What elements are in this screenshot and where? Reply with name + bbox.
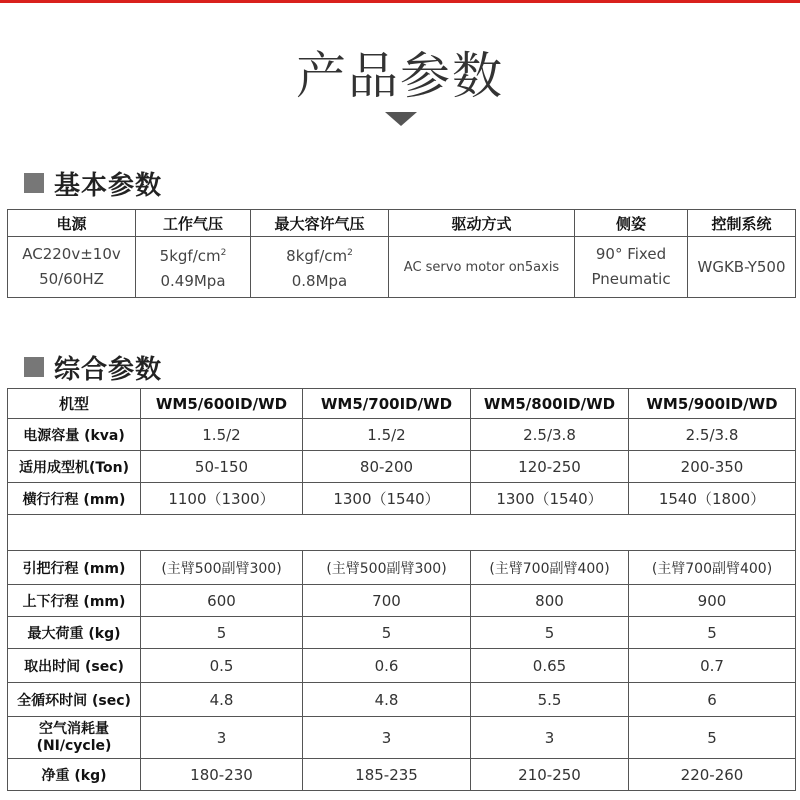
value-cell: 1100（1300） bbox=[141, 483, 303, 515]
posture-line-1: 90° Fixed bbox=[595, 245, 667, 263]
row-label-line-2: (NI/cycle) bbox=[36, 737, 112, 754]
value-cell: 4.8 bbox=[141, 683, 303, 717]
max-pressure-kgf: 8kgf/cm bbox=[286, 246, 348, 265]
max-pressure-exp: 2 bbox=[347, 247, 353, 258]
row-label: 引把行程 (mm) bbox=[8, 551, 141, 585]
value-cell: 2.5/3.8 bbox=[629, 419, 796, 451]
section-heading-basic bbox=[24, 168, 163, 201]
table-row bbox=[8, 683, 796, 717]
header-cell: 驱动方式 bbox=[389, 210, 575, 237]
header-cell: 最大容许气压 bbox=[251, 210, 389, 237]
model-header: WM5/800ID/WD bbox=[471, 389, 629, 419]
value-cell: (主臂700副臂400) bbox=[629, 551, 796, 585]
value-cell: 3 bbox=[303, 717, 471, 759]
max-pressure-cell bbox=[251, 237, 389, 298]
model-label: 机型 bbox=[8, 389, 141, 419]
value-cell: (主臂500副臂300) bbox=[303, 551, 471, 585]
model-header: WM5/900ID/WD bbox=[629, 389, 796, 419]
power-voltage: AC220v±10v bbox=[22, 245, 121, 263]
chevron-down-icon bbox=[385, 112, 417, 126]
power-frequency: 50/60HZ bbox=[39, 270, 104, 288]
value-cell: 50-150 bbox=[141, 451, 303, 483]
work-pressure-kgf: 5kgf/cm bbox=[159, 246, 221, 265]
value-cell: 5 bbox=[471, 617, 629, 649]
value-cell: 3 bbox=[471, 717, 629, 759]
table-row bbox=[8, 617, 796, 649]
value-cell: 220-260 bbox=[629, 759, 796, 791]
table-row bbox=[8, 585, 796, 617]
header-cell: 侧姿 bbox=[575, 210, 688, 237]
value-cell: 900 bbox=[629, 585, 796, 617]
value-cell: 180-230 bbox=[141, 759, 303, 791]
value-cell: 1.5/2 bbox=[303, 419, 471, 451]
value-cell: 1300（1540） bbox=[471, 483, 629, 515]
row-label: 横行行程 (mm) bbox=[8, 483, 141, 515]
row-label: 净重 (kg) bbox=[8, 759, 141, 791]
header-cell: 工作气压 bbox=[136, 210, 251, 237]
value-cell: 700 bbox=[303, 585, 471, 617]
value-cell: 800 bbox=[471, 585, 629, 617]
work-pressure-exp: 2 bbox=[220, 247, 227, 258]
section-title: 基本参数 bbox=[54, 170, 163, 201]
posture-cell bbox=[575, 237, 688, 298]
row-label: 取出时间 (sec) bbox=[8, 649, 141, 683]
section-title: 综合参数 bbox=[54, 354, 163, 385]
posture-line-2: Pneumatic bbox=[591, 270, 671, 288]
value-cell: 80-200 bbox=[303, 451, 471, 483]
value-cell: 5 bbox=[629, 617, 796, 649]
value-cell: 5 bbox=[629, 717, 796, 759]
value-cell: 120-250 bbox=[471, 451, 629, 483]
top-accent-bar bbox=[0, 0, 800, 3]
table-row bbox=[8, 483, 796, 515]
header-cell: 电源 bbox=[8, 210, 136, 237]
value-cell: 0.5 bbox=[141, 649, 303, 683]
value-cell: 210-250 bbox=[471, 759, 629, 791]
row-label-line-1: 空气消耗量 bbox=[39, 720, 109, 737]
value-cell: 5 bbox=[303, 617, 471, 649]
row-label: 适用成型机(Ton) bbox=[8, 451, 141, 483]
table-row bbox=[8, 759, 796, 791]
model-header: WM5/600ID/WD bbox=[141, 389, 303, 419]
basic-params-table bbox=[7, 209, 796, 298]
control-cell: WGKB-Y500 bbox=[688, 237, 796, 298]
value-cell: 4.8 bbox=[303, 683, 471, 717]
table-row bbox=[8, 451, 796, 483]
page-title: 产品参数 bbox=[296, 47, 504, 105]
row-label: 上下行程 (mm) bbox=[8, 585, 141, 617]
work-pressure-cell bbox=[136, 237, 251, 298]
row-label: 电源容量 (kva) bbox=[8, 419, 141, 451]
row-label: 全循环时间 (sec) bbox=[8, 683, 141, 717]
table-header-row bbox=[8, 389, 796, 419]
row-label bbox=[8, 717, 141, 759]
table-row bbox=[8, 237, 796, 298]
value-cell: 3 bbox=[141, 717, 303, 759]
value-cell: 0.6 bbox=[303, 649, 471, 683]
value-cell: (主臂500副臂300) bbox=[141, 551, 303, 585]
blank-cell bbox=[8, 515, 796, 551]
combo-params-table bbox=[7, 388, 796, 791]
value-cell: 0.65 bbox=[471, 649, 629, 683]
value-cell: 200-350 bbox=[629, 451, 796, 483]
work-pressure-mpa: 0.49Mpa bbox=[160, 271, 226, 290]
table-row bbox=[8, 717, 796, 759]
value-cell: 5.5 bbox=[471, 683, 629, 717]
drive-cell: AC servo motor on5axis bbox=[389, 237, 575, 298]
max-pressure-mpa: 0.8Mpa bbox=[291, 271, 348, 290]
header-cell: 控制系统 bbox=[688, 210, 796, 237]
table-row bbox=[8, 551, 796, 585]
square-bullet-icon bbox=[24, 173, 44, 193]
square-bullet-icon bbox=[24, 357, 44, 377]
table-row bbox=[8, 419, 796, 451]
row-label: 最大荷重 (kg) bbox=[8, 617, 141, 649]
power-cell bbox=[8, 237, 136, 298]
value-cell: 1.5/2 bbox=[141, 419, 303, 451]
value-cell: 1300（1540） bbox=[303, 483, 471, 515]
value-cell: 0.7 bbox=[629, 649, 796, 683]
table-header-row bbox=[8, 210, 796, 237]
model-header: WM5/700ID/WD bbox=[303, 389, 471, 419]
table-row bbox=[8, 649, 796, 683]
value-cell: 5 bbox=[141, 617, 303, 649]
section-heading-combo bbox=[24, 352, 163, 385]
value-cell: (主臂700副臂400) bbox=[471, 551, 629, 585]
value-cell: 600 bbox=[141, 585, 303, 617]
value-cell: 1540（1800） bbox=[629, 483, 796, 515]
value-cell: 185-235 bbox=[303, 759, 471, 791]
blank-row bbox=[8, 515, 796, 551]
value-cell: 6 bbox=[629, 683, 796, 717]
value-cell: 2.5/3.8 bbox=[471, 419, 629, 451]
